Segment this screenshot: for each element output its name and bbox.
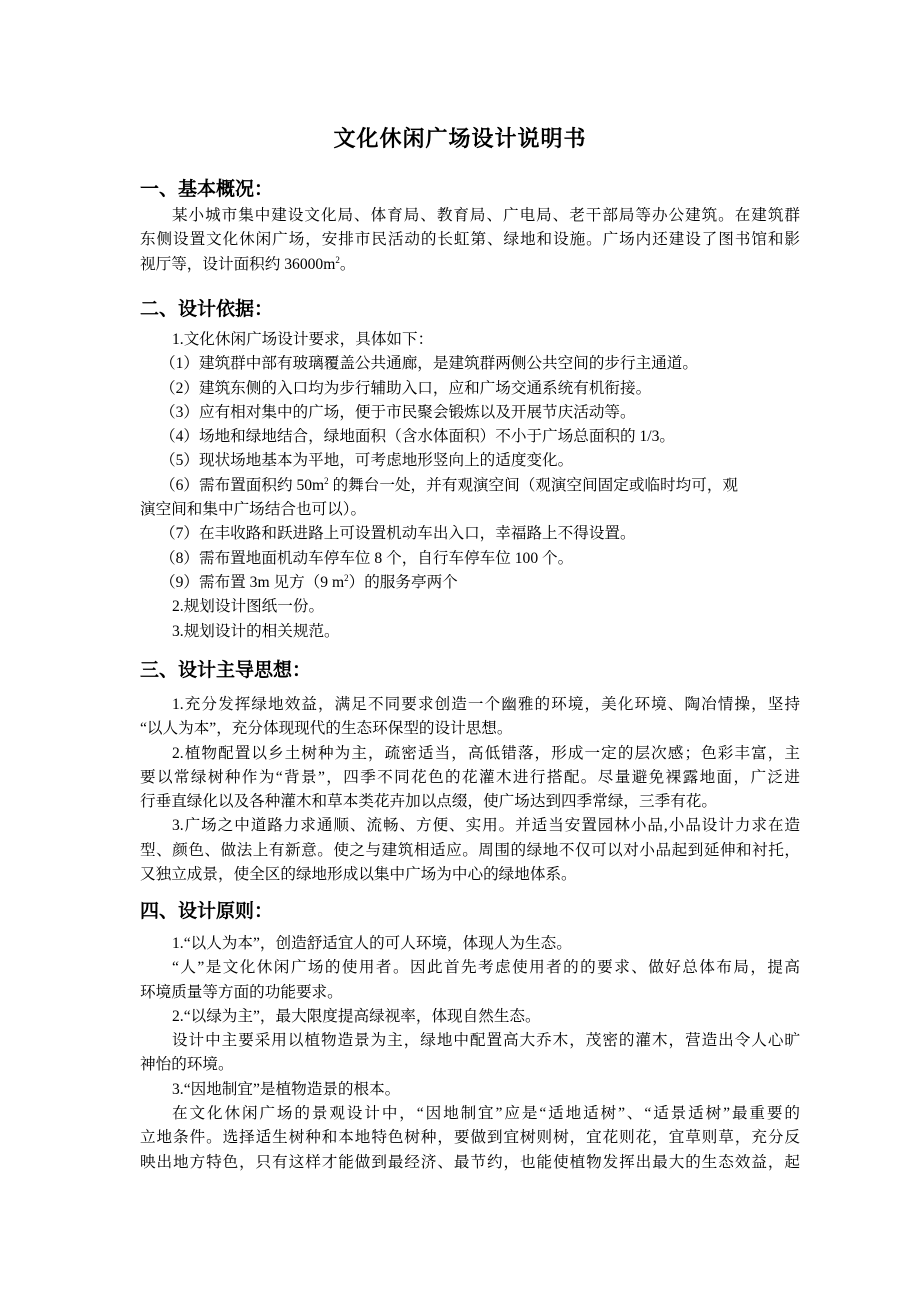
list-item	[140, 571, 800, 595]
section-overview-body	[140, 204, 800, 277]
list-item: （7）在丰收路和跃进路上可设置机动车出入口，幸福路上不得设置。	[160, 525, 636, 543]
section-basis-body	[140, 328, 800, 644]
text: （6）需布置面积约 50m	[160, 476, 325, 494]
text: 视厅等，设计面积约 36000m	[140, 255, 336, 273]
paragraph-line: 型、颜色、做法上有新意。使之与建筑相适应。周围的绿地不仅可以对小品起到延伸和衬托，	[140, 841, 800, 859]
paragraph-line: 3.“因地制宜”是植物造景的根本。	[172, 1080, 401, 1098]
list-item: 2.规划设计图纸一份。	[172, 598, 325, 616]
paragraph-line: 要以常绿树种作为“背景”，四季不同花色的花灌木进行搭配。尽量避免裸露地面，广泛进	[140, 768, 800, 786]
paragraph-line: 行垂直绿化以及各种灌木和草本类花卉加以点缀，使广场达到四季常绿，三季有花。	[140, 793, 717, 811]
document-title: 文化休闲广场设计说明书	[333, 126, 587, 151]
paragraph-line: 映出地方特色，只有这样才能做到最经济、最节约，也能使植物发挥出最大的生态效益，起	[140, 1153, 800, 1171]
list-item: （2）建筑东侧的入口均为步行辅助入口，应和广场交通系统有机衔接。	[160, 379, 652, 397]
section-heading-guiding-idea: 三、设计主导思想：	[140, 660, 312, 681]
paragraph-line: 2.“以绿为主”，最大限度提高绿视率，体现自然生态。	[172, 1007, 541, 1025]
superscript: 2	[335, 254, 340, 265]
list-item	[140, 474, 800, 498]
section-heading-principles: 四、设计原则：	[140, 901, 274, 922]
paragraph-line	[140, 253, 800, 277]
paragraph-line: 某小城市集中建设文化局、体育局、教育局、广电局、老干部局等办公建筑。在建筑群	[172, 207, 800, 224]
paragraph-line: 1.充分发挥绿地效益，满足不同要求创造一个幽雅的环境，美化环境、陶冶情操，坚持	[172, 696, 800, 713]
list-item-continuation: 演空间和集中广场结合也可以）。	[140, 501, 367, 519]
text: （9）需布置 3m 见方（9 m	[160, 573, 345, 591]
section-heading-overview: 一、基本概况：	[140, 179, 274, 200]
section-heading-basis: 二、设计依据：	[140, 299, 274, 320]
list-item: （8）需布置地面机动车停车位 8 个，自行车停车位 100 个。	[160, 549, 574, 567]
list-item: （4）场地和绿地结合，绿地面积（含水体面积）不小于广场总面积的 1/3。	[160, 428, 676, 446]
superscript: 2	[324, 475, 329, 486]
paragraph-line: 在文化休闲广场的景观设计中，“因地制宜”应是“适地适树”、“适景适树”最重要的	[172, 1105, 800, 1123]
paragraph-line: 3.广场之中道路力求通顺、流畅、方便、实用。并适当安置园林小品,小品设计力求在造	[172, 817, 800, 835]
paragraph-line: 设计中主要采用以植物造景为主，绿地中配置高大乔木，茂密的灌木，营造出令人心旷	[172, 1032, 800, 1050]
paragraph-line: 2.植物配置以乡土树种为主，疏密适当，高低错落，形成一定的层次感；色彩丰富，主	[172, 744, 800, 762]
text: 。	[339, 255, 356, 273]
paragraph-line: 神怡的环境。	[140, 1056, 234, 1074]
paragraph-line: 东侧设置文化休闲广场，安排市民活动的长虹第、绿地和设施。广场内还建设了图书馆和影	[140, 231, 800, 249]
superscript: 2	[344, 572, 349, 583]
paragraph-line: “以人为本”，充分体现现代的生态环保型的设计思想。	[140, 720, 513, 738]
text: 的舞台一处，并有观演空间（观演空间固定或临时均可，观	[328, 476, 739, 494]
list-item: （1）建筑群中部有玻璃覆盖公共通廊，是建筑群两侧公共空间的步行主通道。	[160, 355, 698, 373]
paragraph-line: 立地条件。选择适生树种和本地特色树种，要做到宜树则树，宜花则花，宜草则草，充分反	[140, 1129, 800, 1147]
paragraph-line: 环境质量等方面的功能要求。	[140, 983, 343, 1001]
list-item: （3）应有相对集中的广场，便于市民聚会锻炼以及开展节庆活动等。	[160, 403, 636, 421]
paragraph-line: 1.“以人为本”，创造舒适宜人的可人环境，体现人为生态。	[172, 935, 572, 952]
list-item: 3.规划设计的相关规范。	[172, 622, 340, 640]
section-guiding-idea-body	[140, 693, 800, 887]
list-item: （5）现状场地基本为平地，可考虑地形竖向上的适度变化。	[160, 452, 574, 470]
paragraph-line: 又独立成景，使全区的绿地形成以集中广场为中心的绿地体系。	[140, 866, 577, 884]
text: ）的服务亭两个	[348, 573, 458, 591]
section-principles-body	[140, 932, 800, 1175]
list-item: 1.文化休闲广场设计要求，具体如下：	[172, 331, 434, 348]
paragraph-line: “人”是文化休闲广场的使用者。因此首先考虑使用者的的要求、做好总体布局，提高	[172, 959, 800, 977]
